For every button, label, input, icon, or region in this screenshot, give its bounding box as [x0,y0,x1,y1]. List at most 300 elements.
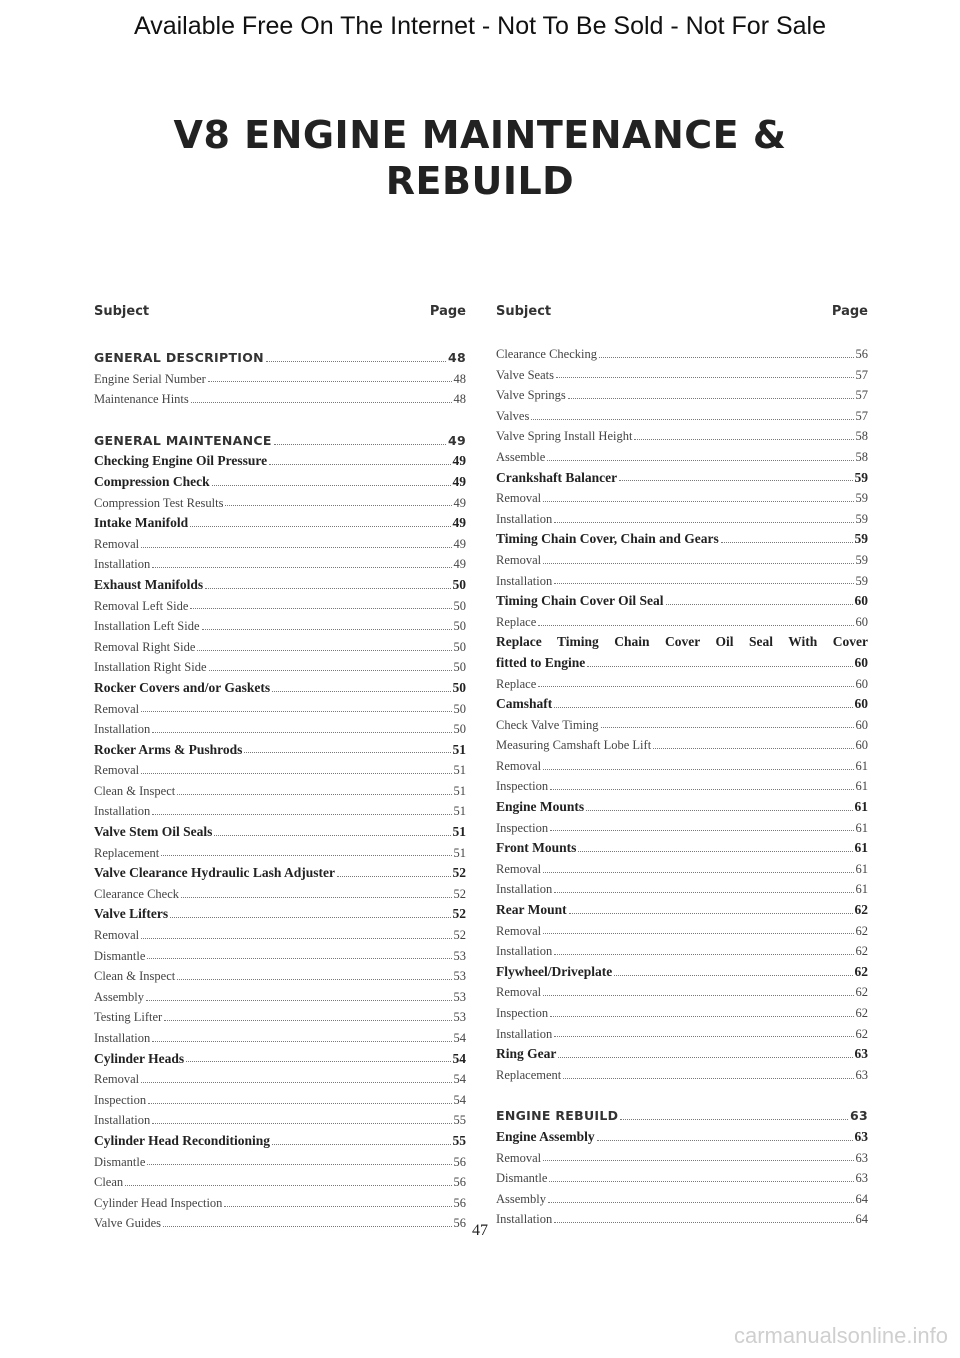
toc-entry-page: 50 [452,679,466,695]
toc-entry[interactable] [94,389,466,410]
toc-entry-title: Replace Timing Chain Cover Oil Seal With Cover [496,634,868,650]
toc-entry-title: Removal Left Side [94,598,189,613]
toc-leader-dots [141,547,451,548]
toc-leader-dots [547,460,853,461]
toc-entry[interactable] [94,987,466,1008]
toc-leader-dots [543,769,853,770]
toc-entry[interactable] [496,632,868,673]
toc-entry[interactable] [496,941,868,962]
toc-leader-dots [274,444,446,445]
toc-leader-dots [548,1202,854,1203]
toc-entry[interactable] [94,966,466,987]
toc-entry-page: 54 [453,1092,466,1107]
toc-leader-dots [152,567,451,568]
toc-entry[interactable] [496,674,868,695]
toc-leader-dots [597,1140,853,1141]
toc-leader-dots [556,377,854,378]
toc-leader-dots [244,752,450,753]
toc-entry[interactable] [94,493,466,514]
toc-leader-dots [558,1057,852,1058]
toc-entry-title: Removal [496,985,542,1000]
toc-entry[interactable] [94,554,466,575]
title-line-1: V8 ENGINE MAINTENANCE & [173,113,787,157]
toc-entry-title: Removal [496,491,542,506]
toc-entry[interactable] [496,529,868,550]
toc-leader-dots [212,485,451,486]
toc-entry-title: Valve Lifters [94,906,169,922]
toc-entry-page: 48 [448,350,466,365]
toc-entry-title: Inspection [496,1006,549,1020]
toc-entry-title: Engine Serial Number [94,371,206,386]
toc-entry-title: Removal [94,701,140,716]
toc-entry[interactable] [94,863,466,884]
toc-entry[interactable] [94,946,466,967]
toc-entry[interactable] [496,1044,868,1065]
toc-leader-dots [550,789,853,790]
toc-entry[interactable] [496,1003,868,1024]
toc-entry-page: 61 [855,779,868,794]
toc-entry[interactable] [496,1065,868,1086]
toc-entry-page: 49 [453,495,466,510]
toc-leader-dots [272,1144,450,1145]
toc-entry-title: Installation [94,722,151,737]
toc-leader-dots [190,526,450,527]
toc-entry-title: Compression Check [94,473,210,489]
toc-entry-title: Removal Right Side [94,639,196,654]
toc-leader-dots [164,1020,451,1021]
toc-entry-page: 63 [850,1108,868,1124]
toc-entry-page: 49 [452,453,466,469]
toc-entry-page: 61 [855,820,868,835]
toc-leader-dots [554,707,852,708]
toc-leader-dots [177,794,451,795]
toc-entry-title: Valve Springs [496,388,566,403]
toc-entry[interactable] [496,715,868,736]
toc-entry[interactable] [94,1110,466,1131]
toc-entry-page: 62 [855,1006,868,1020]
toc-entry-page: 53 [453,989,466,1004]
toc-entry-page: 63 [854,1128,868,1144]
toc-leader-dots [141,1082,451,1083]
toc-leader-dots [554,954,853,955]
toc-entry-page: 63 [854,1046,868,1062]
footer-watermark: carmanualsonline.info [733,1323,948,1348]
toc-entry-title: Cylinder Heads [94,1050,185,1066]
page-title [0,112,960,204]
toc-leader-dots [601,727,854,728]
toc-entry[interactable] [496,509,868,530]
toc-entry[interactable] [496,859,868,880]
toc-leader-dots [170,917,450,918]
toc-entry-page: 61 [855,861,868,876]
toc-entry[interactable] [94,616,466,637]
toc-entry-title: Removal [94,928,140,943]
toc-entry[interactable] [94,801,466,822]
toc-entry[interactable] [94,1007,466,1028]
toc-leader-dots [666,604,853,605]
toc-entry-page: 50 [453,722,466,737]
toc-entry-page: 61 [855,882,868,897]
toc-leader-dots [578,851,852,852]
toc-entry-page: 52 [453,886,466,901]
toc-leader-dots [599,357,854,358]
toc-entry-page: 51 [453,763,466,778]
toc-right-column [496,304,868,1230]
toc-entry[interactable] [94,1028,466,1049]
toc-entry-title: Installation [94,1113,151,1128]
toc-leader-dots [225,505,451,506]
toc-entry[interactable] [94,822,466,843]
toc-leader-dots [543,1160,853,1161]
toc-entry[interactable] [496,612,868,633]
toc-leader-dots [653,748,853,749]
toc-entry-title: Removal [496,758,542,773]
toc-entry[interactable] [94,1152,466,1173]
toc-entry[interactable] [94,740,466,761]
toc-entry-title: Assemble [496,449,546,464]
toc-entry-title: Installation [94,557,151,572]
toc-leader-dots [554,583,853,584]
toc-entry-page: 61 [854,840,868,856]
toc-gap [496,1085,868,1106]
toc-entry[interactable] [94,1049,466,1070]
toc-entry-page: 52 [453,928,466,943]
toc-entry-page: 50 [453,660,466,675]
toc-entry-page: 56 [453,1216,466,1231]
toc-leader-dots [543,995,853,996]
page-number: 47 [472,1222,488,1239]
toc-entry-title: Checking Engine Oil Pressure [94,453,268,469]
toc-entry-title: Replacement [496,1067,562,1082]
toc-entry-title: Inspection [94,1092,147,1107]
toc-leader-dots [587,666,852,667]
toc-entry-title: Maintenance Hints [94,392,189,407]
toc-entry-page: 50 [453,598,466,613]
toc-entry[interactable] [496,468,868,489]
toc-entry-title: Compression Test Results [94,495,224,510]
toc-entry[interactable] [496,447,868,468]
toc-entry-title: Removal [496,861,542,876]
toc-entry-page: 62 [855,944,868,959]
toc-entry-page: 63 [855,1067,868,1082]
toc-entry[interactable] [496,1189,868,1210]
toc-entry[interactable] [94,1131,466,1152]
toc-entry[interactable] [94,451,466,472]
toc-entry-title: Replacement [94,845,160,860]
toc-entry-page: 49 [452,473,466,489]
toc-entry-title: Installation [496,1026,553,1041]
banner-notice: Available Free On The Internet - Not To Be Sold - Not For Sale [133,12,827,40]
toc-entry-page: 49 [448,432,466,448]
toc-leader-dots [543,933,853,934]
toc-leader-dots [538,686,853,687]
toc-entry[interactable] [496,879,868,900]
toc-entry-page: 60 [854,654,868,670]
toc-entry[interactable] [94,513,466,534]
toc-entry-page: 60 [855,738,868,753]
toc-entry[interactable] [496,550,868,571]
toc-entry[interactable] [94,1172,466,1193]
toc-entry-title: Assembly [496,1191,546,1206]
toc-entry[interactable] [496,1106,868,1127]
subject-heading: Subject [94,304,150,319]
toc-entry-title: Cylinder Head Reconditioning [94,1132,271,1148]
toc-entry[interactable] [496,735,868,756]
toc-entry-page: 57 [855,367,868,382]
toc-leader-dots [205,588,450,589]
toc-leader-dots [209,670,452,671]
page-heading: Page [429,304,466,319]
toc-leader-dots [269,464,450,465]
toc-entry-page: 58 [855,429,868,444]
toc-entry[interactable] [496,797,868,818]
toc-entry[interactable] [94,1193,466,1214]
toc-entry-title: Measuring Camshaft Lobe Lift [496,738,652,753]
toc-entry-page: 59 [854,469,868,485]
toc-entry-title: Installation Right Side [94,660,207,675]
toc-entry[interactable] [496,838,868,859]
toc-entry-title: Inspection [496,779,549,794]
toc-entry-title: Camshaft [496,696,553,712]
toc-entry[interactable] [496,900,868,921]
toc-entry[interactable] [496,571,868,592]
toc-leader-dots [614,975,852,976]
toc-leader-dots [208,381,452,382]
toc-entry[interactable] [496,1127,868,1148]
toc-entry[interactable] [496,776,868,797]
toc-entry-title: Installation [496,573,553,588]
toc-leader-dots [538,625,853,626]
toc-entry-title: Valve Clearance Hydraulic Lash Adjuster [94,865,335,881]
toc-leader-dots [620,1119,848,1120]
toc-leader-dots [152,814,451,815]
toc-entry-title: Installation Left Side [94,619,200,634]
toc-entry-title: Clean [94,1175,124,1190]
toc-leader-dots [563,1078,853,1079]
toc-right-header [496,304,868,328]
toc-leader-dots [181,897,451,898]
toc-entry-page: 51 [453,804,466,819]
toc-entry-page: 54 [453,1072,466,1087]
toc-entry[interactable] [496,1024,868,1045]
toc-entry-title: Intake Manifold [94,515,189,531]
toc-entry-title: Clearance Checking [496,347,597,361]
toc-entry-page: 49 [453,536,466,551]
toc-leader-dots [152,732,451,733]
toc-entry[interactable] [94,657,466,678]
toc-left-list [94,348,466,1234]
toc-entry-page: 50 [453,619,466,634]
toc-entry[interactable] [496,385,868,406]
toc-entry-title: Engine Mounts [496,799,585,815]
toc-entry[interactable] [94,884,466,905]
toc-entry-page: 62 [855,985,868,1000]
toc-leader-dots [543,872,853,873]
toc-entry-title: Crankshaft Balancer [496,469,618,485]
toc-entry[interactable] [94,369,466,390]
toc-entry-title: Check Valve Timing [496,717,599,732]
title-line-2: REBUILD [385,159,575,203]
toc-entry-page: 62 [854,902,868,918]
toc-entry[interactable] [94,472,466,493]
toc-entry[interactable] [496,756,868,777]
toc-leader-dots [197,650,451,651]
toc-entry-title: Replace [496,676,537,691]
toc-entry-page: 56 [855,347,868,361]
toc-entry-title: Engine Assembly [496,1128,595,1144]
toc-leader-dots [125,1185,451,1186]
toc-entry-title: Dismantle [94,948,146,963]
toc-entry[interactable] [496,365,868,386]
toc-entry[interactable] [496,962,868,983]
toc-leader-dots [543,563,853,564]
toc-entry-title: Installation [94,1031,151,1045]
toc-entry[interactable] [94,678,466,699]
toc-leader-dots [586,810,852,811]
toc-leader-dots [721,542,853,543]
toc-entry-page: 52 [452,906,466,922]
toc-entry[interactable] [94,719,466,740]
toc-entry[interactable] [496,591,868,612]
toc-leader-dots [272,691,450,692]
toc-entry[interactable] [496,982,868,1003]
toc-leader-dots [202,629,452,630]
toc-entry-title: Valve Stem Oil Seals [94,824,213,840]
page-heading: Page [831,304,868,319]
toc-entry-page: 59 [855,552,868,567]
toc-entry-title: Valves [496,408,530,423]
toc-leader-dots [141,773,451,774]
toc-entry[interactable] [496,921,868,942]
toc-entry-page: 48 [453,392,466,407]
toc-entry-page: 51 [452,824,466,840]
toc-entry[interactable] [94,534,466,555]
toc-entry-page: 56 [453,1154,466,1169]
toc-left-header [94,304,466,328]
toc-leader-dots [568,398,854,399]
toc-entry-page: 61 [854,799,868,815]
toc-entry-page: 59 [855,511,868,526]
toc-leader-dots [550,830,853,831]
toc-entry-page: 62 [854,963,868,979]
toc-entry-title: Rocker Covers and/or Gaskets [94,679,271,695]
toc-entry-page: 54 [452,1050,466,1066]
toc-entry-title: Clean & Inspect [94,969,176,984]
toc-entry-page: 59 [855,491,868,506]
toc-entry[interactable] [496,488,868,509]
toc-entry[interactable] [94,843,466,864]
toc-entry-page: 60 [854,696,868,712]
toc-leader-dots [543,501,853,502]
toc-leader-dots [569,913,853,914]
toc-leader-dots [337,876,451,877]
toc-entry-title: Rear Mount [496,902,567,918]
toc-gap [94,410,466,431]
toc-entry-page: 60 [855,676,868,691]
toc-entry-title: Installation [496,882,553,897]
toc-entry-title: Testing Lifter [94,1010,163,1025]
toc-leader-dots [554,1036,853,1037]
toc-entry-page: 60 [855,717,868,732]
toc-leader-dots [619,480,852,481]
toc-entry[interactable] [496,344,868,365]
toc-entry-title: ENGINE REBUILD [496,1108,619,1124]
toc-leader-dots [152,1123,451,1124]
toc-entry[interactable] [94,431,466,452]
toc-leader-dots [146,1000,452,1001]
toc-entry[interactable] [94,904,466,925]
toc-entry-title: Clearance Check [94,886,180,901]
toc-entry[interactable] [94,925,466,946]
toc-entry-title: Valve Guides [94,1216,161,1231]
toc-entry[interactable] [496,818,868,839]
toc-entry-title: Installation [496,511,553,526]
toc-entry-page: 64 [855,1212,868,1227]
toc-entry[interactable] [94,760,466,781]
toc-entry-page: 49 [452,515,466,531]
toc-entry[interactable] [496,694,868,715]
toc-entry-page: 60 [855,614,868,629]
toc-entry[interactable] [94,1090,466,1111]
toc-entry[interactable] [94,1069,466,1090]
toc-entry-title: GENERAL DESCRIPTION [94,350,264,365]
toc-leader-dots [147,958,451,959]
toc-entry-page: 62 [855,923,868,938]
toc-entry[interactable] [94,781,466,802]
toc-entry[interactable] [94,575,466,596]
toc-entry-title: Valve Seats [496,367,554,382]
toc-entry-page: 49 [453,557,466,572]
toc-leader-dots [147,1164,451,1165]
toc-entry-title: Inspection [496,820,549,835]
toc-entry-title: Installation [496,944,553,959]
toc-entry-title: Front Mounts [496,840,577,856]
toc-entry-title: Removal [94,1072,140,1087]
toc-entry-title: Valve Spring Install Height [496,429,633,444]
toc-entry-page: 56 [453,1175,466,1190]
toc-entry[interactable] [94,699,466,720]
toc-entry[interactable] [496,426,868,447]
toc-entry-page: 51 [453,845,466,860]
toc-entry-page: 62 [855,1026,868,1041]
toc-entry-page: 60 [854,593,868,609]
toc-entry-page: 51 [453,783,466,798]
toc-entry-title: Installation [94,804,151,819]
toc-entry-page: 55 [453,1113,466,1128]
toc-leader-dots [531,419,853,420]
toc-right-list [496,344,868,1230]
toc-entry-page: 56 [453,1195,466,1210]
toc-leader-dots [266,361,446,362]
toc-entry[interactable] [496,1148,868,1169]
toc-entry[interactable] [94,637,466,658]
toc-entry-page: 61 [855,758,868,773]
toc-entry-title: Dismantle [496,1171,548,1186]
toc-entry-page: 53 [453,1010,466,1025]
toc-entry-title: Timing Chain Cover Oil Seal [496,593,664,609]
toc-leader-dots [141,938,451,939]
toc-entry[interactable] [496,1168,868,1189]
toc-entry-title: Removal [94,536,140,551]
toc-entry-title: Exhaust Manifolds [94,576,204,592]
toc-entry-title: Removal [496,1150,542,1165]
toc-leader-dots [190,608,451,609]
toc-entry-page: 59 [855,573,868,588]
toc-entry[interactable] [94,596,466,617]
toc-entry[interactable] [496,406,868,427]
toc-leader-dots [177,979,451,980]
toc-entry[interactable] [94,348,466,369]
